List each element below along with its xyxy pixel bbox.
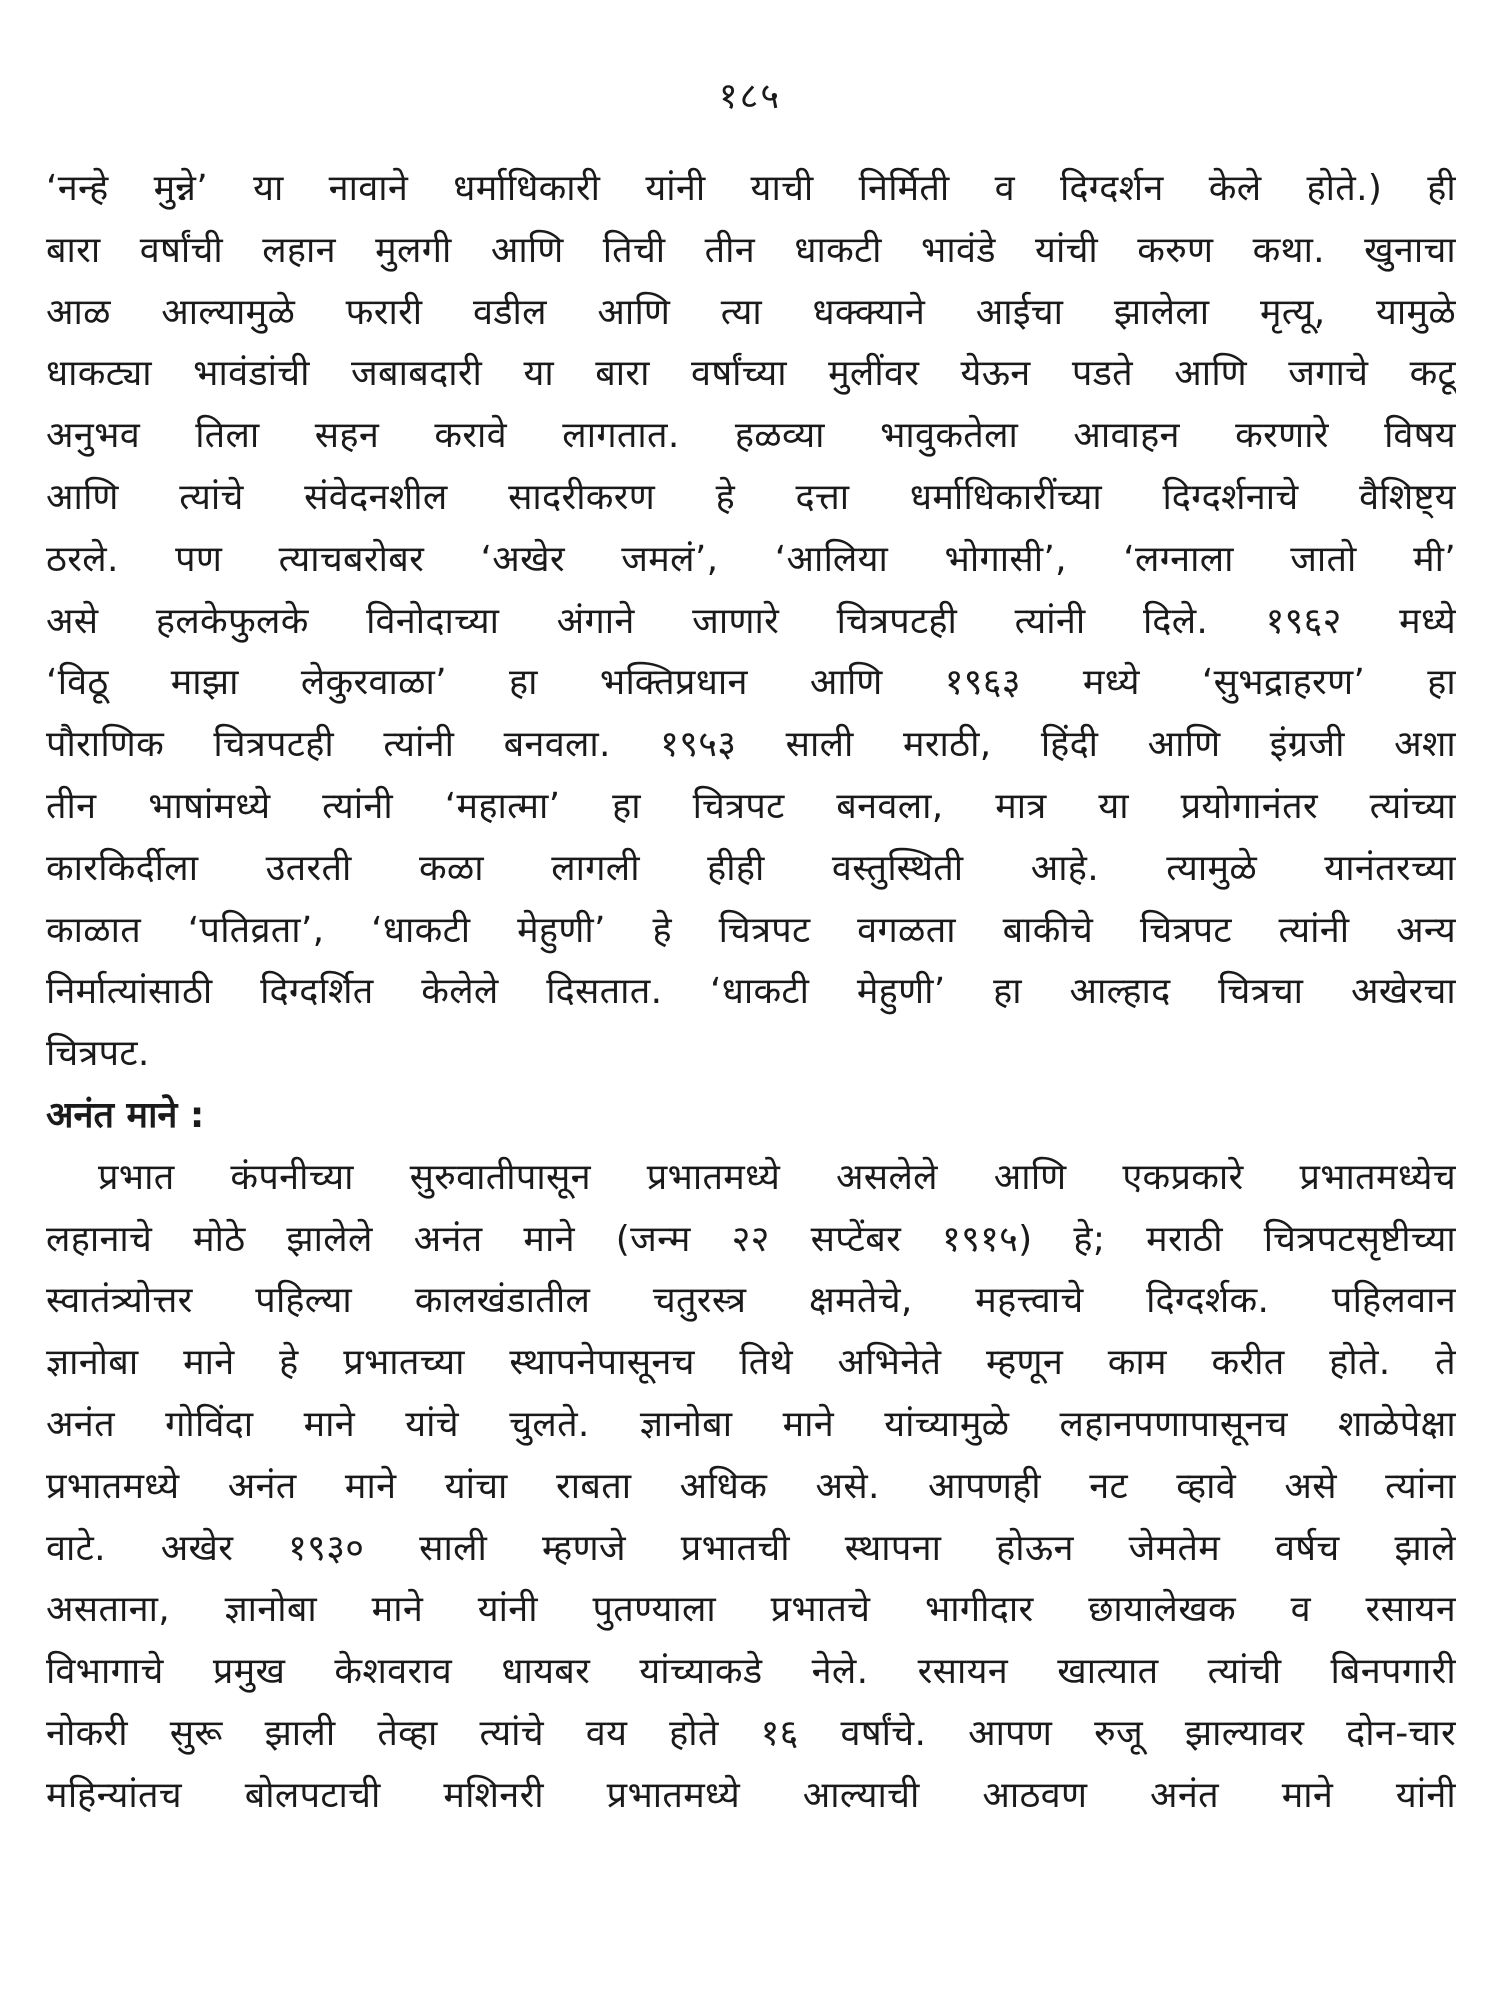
text-line: ज्ञानोबा माने हे प्रभातच्या स्थापनेपासूनच तिथे अभिनेते म्हणून काम करीत होते. ते <box>46 1342 1456 1384</box>
page-body <box>46 158 1456 1827</box>
text-line: काळात ‘पतिव्रता’, ‘धाकटी मेहुणी’ हे चित्रपट वगळता बाकीचे चित्रपट त्यांनी अन्य <box>46 909 1456 951</box>
text-line: चित्रपट. <box>46 1033 150 1075</box>
text-line: प्रभातमध्ये अनंत माने यांचा राबता अधिक असे. आपणही नट व्हावे असे त्यांना <box>46 1465 1456 1507</box>
text-line: असे हलकेफुलके विनोदाच्या अंगाने जाणारे चित्रपटही त्यांनी दिले. १९६२ मध्ये <box>46 600 1456 642</box>
text-line: निर्मात्यांसाठी दिग्दर्शित केलेले दिसतात. ‘धाकटी मेहुणी’ हा आल्हाद चित्रचा अखेरचा <box>46 971 1456 1013</box>
text-line: प्रभात कंपनीच्या सुरुवातीपासून प्रभातमध्ये असलेले आणि एकप्रकारे प्रभातमध्येच <box>98 1156 1456 1198</box>
text-line: नोकरी सुरू झाली तेव्हा त्यांचे वय होते १६ वर्षांचे. आपण रुजू झाल्यावर दोन-चार <box>46 1712 1456 1754</box>
text-line: तीन भाषांमध्ये त्यांनी ‘महात्मा’ हा चित्रपट बनवला, मात्र या प्रयोगानंतर त्यांच्या <box>46 785 1456 827</box>
text-line: बारा वर्षांची लहान मुलगी आणि तिची तीन धाकटी भावंडे यांची करुण कथा. खुनाचा <box>46 229 1456 271</box>
text-line: ठरले. पण त्याचबरोबर ‘अखेर जमलं’, ‘आलिया भोगासी’, ‘लग्नाला जातो मी’ <box>46 538 1456 580</box>
paragraph-continuation <box>46 158 1456 1085</box>
text-line: आळ आल्यामुळे फरारी वडील आणि त्या धक्क्याने आईचा झालेला मृत्यू, यामुळे <box>46 291 1456 333</box>
text-line: ‘विठू माझा लेकुरवाळा’ हा भक्तिप्रधान आणि १९६३ मध्ये ‘सुभद्राहरण’ हा <box>46 662 1456 704</box>
text-line: महिन्यांतच बोलपटाची मशिनरी प्रभातमध्ये आल्याची आठवण अनंत माने यांनी <box>46 1774 1456 1816</box>
text-line: अनंत गोविंदा माने यांचे चुलते. ज्ञानोबा माने यांच्यामुळे लहानपणापासूनच शाळेपेक्षा <box>46 1403 1456 1445</box>
paragraph <box>46 1147 1456 1827</box>
text-line: स्वातंत्र्योत्तर पहिल्या कालखंडातील चतुरस्त्र क्षमतेचे, महत्त्वाचे दिग्दर्शक. पहिलवान <box>46 1280 1456 1322</box>
text-line: धाकट्या भावंडांची जबाबदारी या बारा वर्षांच्या मुलींवर येऊन पडते आणि जगाचे कटू <box>46 353 1456 395</box>
page-number: १८५ <box>718 76 782 117</box>
text-line: ‘नन्हे मुन्ने’ या नावाने धर्माधिकारी यांनी याची निर्मिती व दिग्दर्शन केले होते.) ही <box>46 168 1456 209</box>
text-line: लहानाचे मोठे झालेले अनंत माने (जन्म २२ सप्टेंबर १९१५) हे; मराठी चित्रपटसृष्टीच्या <box>46 1218 1456 1260</box>
text-line: आणि त्यांचे संवेदनशील सादरीकरण हे दत्ता धर्माधिकारींच्या दिग्दर्शनाचे वैशिष्ट्य <box>46 476 1456 518</box>
text-line: पौराणिक चित्रपटही त्यांनी बनवला. १९५३ साली मराठी, हिंदी आणि इंग्रजी अशा <box>46 724 1456 766</box>
text-line: कारकिर्दीला उतरती कळा लागली हीही वस्तुस्थिती आहे. त्यामुळे यानंतरच्या <box>46 847 1456 889</box>
section-heading: अनंत माने : <box>46 1094 205 1136</box>
text-line: असताना, ज्ञानोबा माने यांनी पुतण्याला प्रभातचे भागीदार छायालेखक व रसायन <box>46 1589 1456 1631</box>
text-line: वाटे. अखेर १९३० साली म्हणजे प्रभातची स्थापना होऊन जेमतेम वर्षच झाले <box>46 1527 1456 1569</box>
text-line: अनुभव तिला सहन करावे लागतात. हळव्या भावुकतेला आवाहन करणारे विषय <box>46 415 1456 457</box>
text-line: विभागाचे प्रमुख केशवराव धायबर यांच्याकडे नेले. रसायन खात्यात त्यांची बिनपगारी <box>46 1651 1456 1693</box>
